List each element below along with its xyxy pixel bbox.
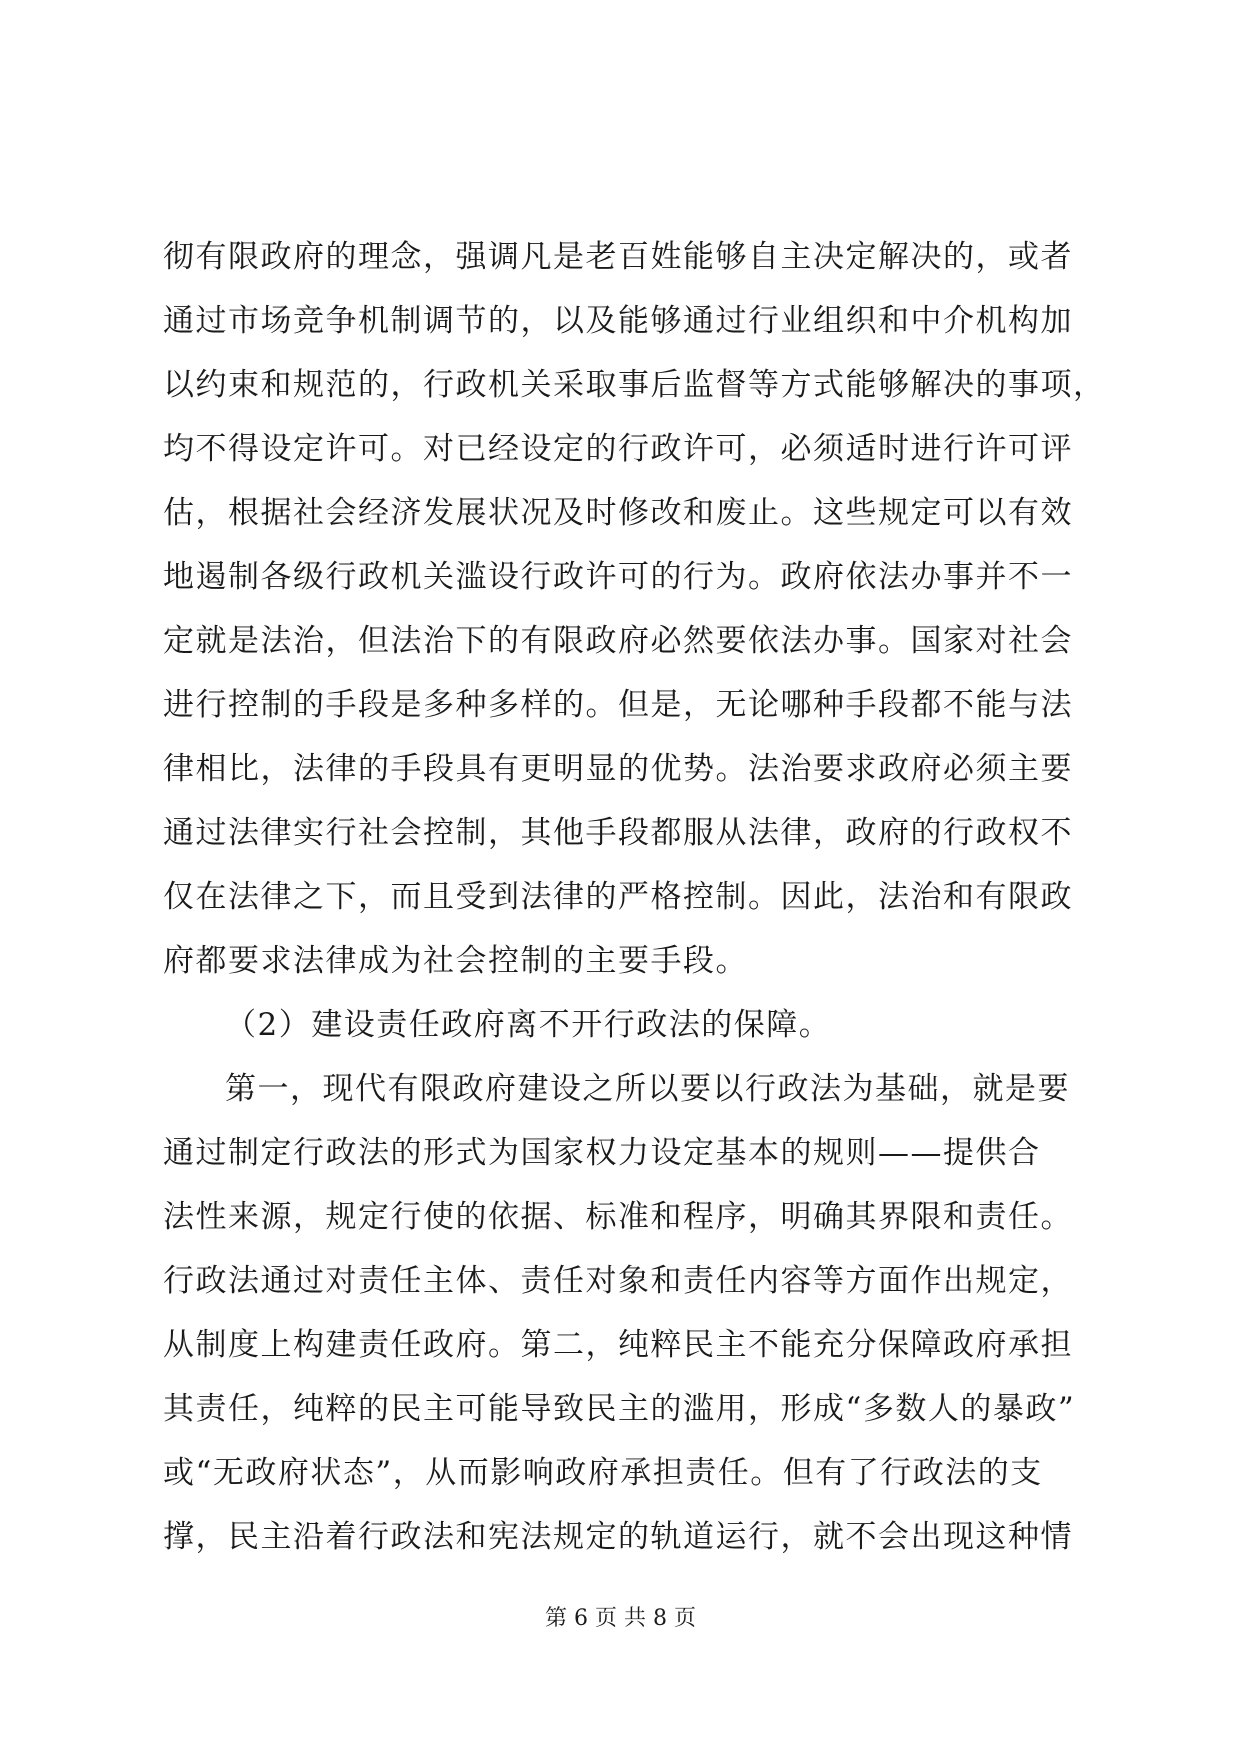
text-line: 均不得设定许可。对已经设定的行政许可，必须适时进行许可评 bbox=[163, 431, 1073, 467]
page-number: 第 6 页 共 8 页 bbox=[545, 1606, 696, 1631]
text-line: 估，根据社会经济发展状况及时修改和废止。这些规定可以有效 bbox=[163, 495, 1073, 531]
text-line: 其责任，纯粹的民主可能导致民主的滥用，形成“多数人的暴政” bbox=[163, 1391, 1076, 1427]
section-heading: （2）建设责任政府离不开行政法的保障。 bbox=[225, 1007, 832, 1043]
text-line: 以约束和规范的，行政机关采取事后监督等方式能够解决的事项， bbox=[163, 367, 1106, 403]
text-line: 通过法律实行社会控制，其他手段都服从法律，政府的行政权不 bbox=[163, 815, 1073, 851]
text-line: 或“无政府状态”，从而影响政府承担责任。但有了行政法的支 bbox=[163, 1455, 1043, 1491]
text-line: 律相比，法律的手段具有更明显的优势。法治要求政府必须主要 bbox=[163, 751, 1073, 787]
text-line: 通过市场竞争机制调节的，以及能够通过行业组织和中介机构加 bbox=[163, 303, 1073, 339]
text-line: 法性来源，规定行使的依据、标准和程序，明确其界限和责任。 bbox=[163, 1199, 1073, 1235]
text-line: 进行控制的手段是多种多样的。但是，无论哪种手段都不能与法 bbox=[163, 687, 1073, 723]
text-line: 行政法通过对责任主体、责任对象和责任内容等方面作出规定， bbox=[163, 1263, 1073, 1299]
text-line: 仅在法律之下，而且受到法律的严格控制。因此，法治和有限政 bbox=[163, 879, 1073, 915]
text-line: 定就是法治，但法治下的有限政府必然要依法办事。国家对社会 bbox=[163, 623, 1073, 659]
text-line: 撑，民主沿着行政法和宪法规定的轨道运行，就不会出现这种情 bbox=[163, 1519, 1073, 1555]
text-line: 彻有限政府的理念，强调凡是老百姓能够自主决定解决的，或者 bbox=[163, 239, 1073, 275]
text-line: 第一，现代有限政府建设之所以要以行政法为基础，就是要 bbox=[225, 1071, 1070, 1107]
text-line: 府都要求法律成为社会控制的主要手段。 bbox=[163, 943, 748, 979]
text-line: 通过制定行政法的形式为国家权力设定基本的规则——提供合 bbox=[163, 1135, 1041, 1171]
text-line: 从制度上构建责任政府。第二，纯粹民主不能充分保障政府承担 bbox=[163, 1327, 1073, 1363]
text-line: 地遏制各级行政机关滥设行政许可的行为。政府依法办事并不一 bbox=[163, 559, 1073, 595]
